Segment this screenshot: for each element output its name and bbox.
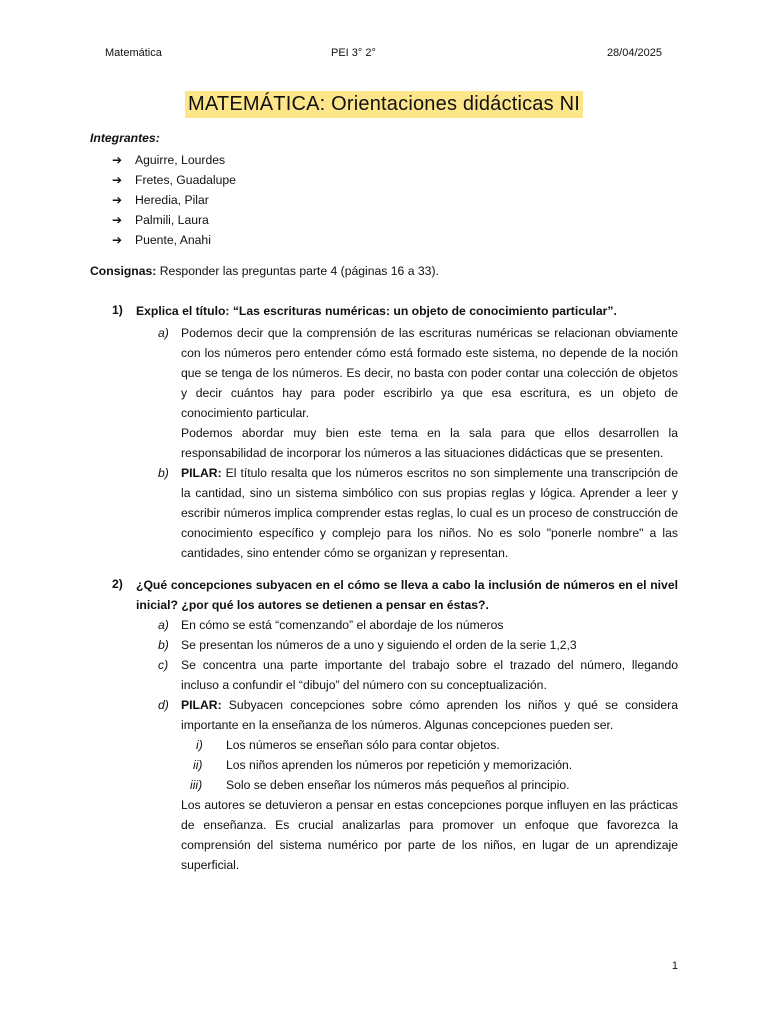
author-label: PILAR:	[181, 466, 222, 480]
list-item: ➔ Aguirre, Lourdes	[112, 150, 236, 170]
instructions-label: Consignas:	[90, 264, 157, 278]
question-text: ¿Qué concepciones subyacen en el cómo se lleva a cabo la inclusión de números en el nivel inicial? ¿por qué los autores se detienen a pensar en éstas?.	[136, 578, 678, 612]
answer-letter: d)	[158, 698, 169, 712]
header-subject: Matemática	[105, 47, 162, 59]
sub-item: Los niños aprenden los números por repetición y memorización.	[226, 758, 573, 772]
question-text: Explica el título: “Las escrituras numéricas: un objeto de conocimiento particular”.	[136, 304, 617, 318]
instructions	[90, 264, 439, 278]
right-arrow-icon: ➔	[112, 233, 123, 247]
answer-letter: b)	[158, 638, 169, 652]
answer-paragraph: Se concentra una parte importante del trabajo sobre el trazado del número, llegando incluso a confundir el “dibujo” del número con su conceptualización.	[181, 658, 678, 692]
question-number: 2)	[112, 577, 123, 591]
answer-paragraph: Los autores se detuvieron a pensar en estas concepciones porque influyen en las prácticas de enseñanza. Es crucial analizarlas para promover un enfoque que favorezca la comprensión del sistema numérico por parte de los niños, en lugar de un aprendizaje superficial.	[181, 798, 678, 872]
author-label: PILAR:	[181, 698, 222, 712]
sub-item: Solo se deben enseñar los números más pequeños al principio.	[226, 778, 570, 792]
title-container	[0, 91, 768, 118]
list-item: ➔ Puente, Anahi	[112, 230, 236, 250]
page-header	[105, 47, 662, 63]
answer-paragraph: Podemos abordar muy bien este tema en la sala para que ellos desarrollen la responsabilidad de incorporar los números a las situaciones didácticas que se presenten.	[181, 426, 678, 460]
document-title: MATEMÁTICA: Orientaciones didácticas NI	[185, 91, 583, 118]
answer-paragraph: Se presentan los números de a uno y siguiendo el orden de la serie 1,2,3	[181, 638, 577, 652]
right-arrow-icon: ➔	[112, 153, 123, 167]
question-number: 1)	[112, 303, 123, 317]
answer-letter: c)	[158, 658, 169, 672]
sub-marker: iii)	[190, 778, 203, 792]
page-number: 1	[671, 960, 678, 972]
answer-letter: a)	[158, 326, 169, 340]
answer-paragraph: PILAR: Subyacen concepciones sobre cómo aprenden los niños y qué se considera importante en la enseñanza de los números. Algunas concepciones pueden ser.	[181, 698, 678, 732]
answer-paragraph: Podemos decir que la comprensión de las escrituras numéricas se relacionan obviamente con los números pero entender cómo está formado este sistema, no depende de la noción que se tenga de los números. Es decir, no basta con poder contar una colección de objetos y decir cuántos hay para poder escribirlo ya que esa escritura, es un objeto de conocimiento particular.	[181, 326, 678, 420]
sub-marker: ii)	[193, 758, 203, 772]
header-course: PEI 3° 2°	[331, 47, 376, 59]
sub-item: Los números se enseñan sólo para contar objetos.	[226, 738, 500, 752]
answer-letter: b)	[158, 466, 169, 480]
header-date: 28/04/2025	[606, 47, 662, 59]
list-item: ➔ Heredia, Pilar	[112, 190, 236, 210]
members-label: Integrantes:	[90, 131, 160, 145]
answer-paragraph: En cómo se está “comenzando” el abordaje de los números	[181, 618, 504, 632]
right-arrow-icon: ➔	[112, 213, 123, 227]
list-item: ➔ Palmili, Laura	[112, 210, 236, 230]
right-arrow-icon: ➔	[112, 193, 123, 207]
right-arrow-icon: ➔	[112, 173, 123, 187]
members-list	[112, 150, 236, 250]
answer-letter: a)	[158, 618, 169, 632]
answer-paragraph: PILAR: El título resalta que los números escritos no son simplemente una transcripción de la cantidad, sino un sistema simbólico con sus propias reglas y lógica. Aprender a leer y escribir números implica comprender estas reglas, lo cual es un proceso de construcción de conocimiento específico y complejo para los niños. No es solo "ponerle nombre" a las cantidades, sino entender cómo se organizan y representan.	[181, 466, 678, 560]
sub-marker: i)	[196, 738, 203, 752]
instructions-text: Responder las preguntas parte 4 (páginas 16 a 33).	[159, 264, 439, 278]
list-item: ➔ Fretes, Guadalupe	[112, 170, 236, 190]
